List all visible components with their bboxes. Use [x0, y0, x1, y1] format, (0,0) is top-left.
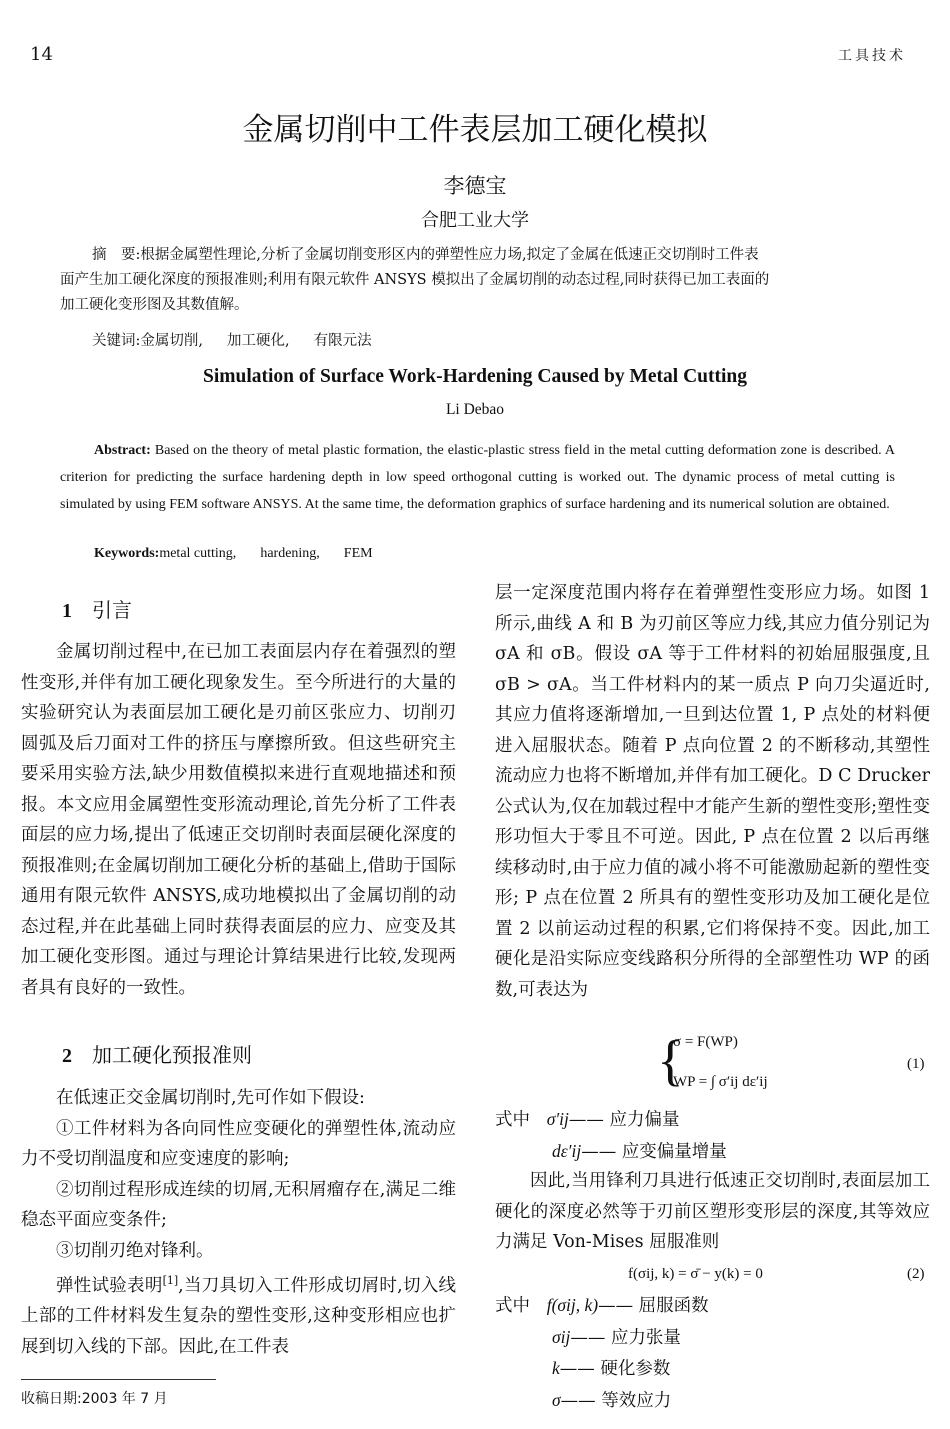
paragraph-stress-field: 层一定深度范围内将存在着弹塑性变形应力场。如图 1 所示,曲线 A 和 B 为刃前区等应力线,其应力值分别记为 σA 和 σB。假设 σA 等于工件材料的初始屈服强度,且 σB > σA。当工件材料内的某一质点 P 向刀尖逼近时,其应力值将逐渐增加,一旦到达位置 1, P 点处的材料便进入屈服状态。随着 P 点向位置 2 的不断移动,其塑性流动应力也将不断增加,并伴有加工硬化。D C Drucker 公式认为,仅在加载过程中才能产生新的塑性变形;塑性变形功恒大于零且不可逆。因此, P 点在位置 2 以后再继续移动时,由于应力值的减小将不可能激励起新的塑性变形; P 点在位置 2 所具有的塑性变形功及加工硬化是位置 2 以前运动过程的积累,它们将保持不变。因此,加工硬化是沿实际应变线路积分所得的全部塑性功 WP 的函数,可表达为 [495, 583, 930, 1000]
chinese-abstract-line: 面产生加工硬化深度的预报准则;利用有限元软件 ANSYS 模拟出了金属切削的动态过程,同时获得已加工表面的 [60, 272, 770, 288]
chinese-abstract [60, 243, 895, 318]
section-2-body [21, 1083, 456, 1362]
equation-2: f(σij, k) = σ̄ − y(k) = 0 [628, 1266, 763, 1282]
english-abstract [60, 437, 895, 518]
section-heading-1: 1 引言 [62, 598, 132, 622]
where-label: 式中 [495, 1110, 530, 1130]
symbol-description: —— 应变偏量增量 [581, 1141, 727, 1162]
paragraph-von-mises: 因此,当用锋利刀具进行低速正交切削时,表面层加工硬化的深度必然等于刃前区塑形变形层的深度,其等效应力满足 Von-Mises 屈服准则 [495, 1171, 930, 1252]
equation-2-number: (2) [907, 1266, 925, 1282]
equation-1-line-2: WP = ∫ σ′ij dε′ij [673, 1074, 768, 1090]
chinese-author: 李德宝 [443, 174, 507, 198]
english-title: Simulation of Surface Work-Hardening Caused by Metal Cutting [202, 366, 748, 387]
where-list-1 [495, 1104, 930, 1167]
page-number: 14 [30, 44, 53, 65]
symbol-description: —— 等效应力 [560, 1390, 672, 1411]
symbol: σ′ij [546, 1109, 569, 1129]
footnote-divider [21, 1379, 216, 1380]
symbol-description: —— 屈服函数 [598, 1296, 709, 1316]
symbol-description: —— 应力张量 [570, 1327, 681, 1348]
assumption-item: ③切削刃绝对锋利。 [56, 1240, 214, 1261]
keyword: hardening, [260, 546, 320, 561]
symbol-description: —— 硬化参数 [559, 1359, 671, 1379]
abstract-label: Abstract: [94, 443, 151, 458]
citation-ref: [1] [162, 1274, 179, 1287]
assumption-item: ①工件材料为各向同性应变硬化的弹塑性体,流动应力不受切削温度和应变速度的影响; [21, 1118, 456, 1169]
keyword: FEM [343, 546, 373, 561]
journal-name: 工具技术 [838, 48, 906, 64]
symbol: dε′ij [552, 1140, 582, 1161]
english-abstract-text: Based on the theory of metal plastic formation, the elastic-plastic stress field in the metal cutting deformation zone is described. A criterion for predicting the surface hardening depth in low speed orthogonal cutting is worked out. The dynamic process of metal cutting is simulated by using FEM software ANSYS. At the same time, the deformation graphics of surface hardening and its numerical solution are obtained. [60, 443, 896, 512]
where-label: 式中 [495, 1296, 530, 1316]
equation-1-line-1: σ = F(WP) [673, 1034, 738, 1050]
chinese-abstract-line: 加工硬化变形图及其数值解。 [60, 297, 249, 313]
symbol-description: —— 应力偏量 [568, 1110, 680, 1130]
equation-brace: { [657, 1030, 684, 1092]
symbol: f(σij, k) [546, 1295, 599, 1315]
assumption-item: ②切削过程形成连续的切屑,无积屑瘤存在,满足二维稳态平面应变条件; [21, 1179, 456, 1230]
symbol: σij [552, 1326, 571, 1347]
received-date: 收稿日期:2003 年 7 月 [21, 1391, 168, 1407]
chinese-title: 金属切削中工件表层加工硬化模拟 [242, 112, 708, 148]
where-list-2 [495, 1290, 930, 1416]
english-keywords [94, 546, 373, 562]
symbol: σ [552, 1389, 561, 1410]
chinese-abstract-line: 摘 要:根据金属塑性理论,分析了金属切削变形区内的弹塑性应力场,拟定了金属在低速正交切削时工件表 [92, 247, 759, 263]
keyword: 金属切削, [140, 333, 203, 349]
paragraph-intro: 金属切削过程中,在已加工表面层内存在着强烈的塑性变形,并伴有加工硬化现象发生。至今所进行的大量的实验研究认为表面层加工硬化是刃前区张应力、切削刃圆弧及后刀面对工件的挤压与摩擦所致。但这些研究主要采用实验方法,缺少用数值模拟来进行直观地描述和预报。本文应用金属塑性变形流动理论,首先分析了工件表面层的应力场,提出了低速正交切削时表面层硬化深度的预报准则;在金属切削加工硬化分析的基础上,借助于国际通用有限元软件 ANSYS,成功地模拟出了金属切削的动态过程,并在此基础上同时获得表面层的应力、应变及其加工硬化变形图。通过与理论计算结果进行比较,发现两者具有良好的一致性。 [21, 642, 456, 998]
keyword: 加工硬化, [227, 333, 290, 349]
keyword: 有限元法 [313, 333, 372, 349]
keywords-label: Keywords: [94, 546, 160, 561]
assumption-intro: 在低速正交金属切削时,先可作如下假设: [56, 1088, 365, 1108]
keywords-label: 关键词: [92, 333, 141, 349]
paragraph-elastic-test: 弹性试验表明[1],当刀具切入工件形成切屑时,切入线上部的工件材料发生复杂的塑性变形,这种变形相应也扩展到切入线的下部。因此,在工件表 [21, 1274, 457, 1357]
equation-1-number: (1) [907, 1056, 925, 1072]
chinese-affiliation: 合肥工业大学 [421, 210, 529, 231]
keyword: metal cutting, [159, 546, 237, 561]
chinese-keywords [92, 329, 372, 350]
section-heading-2: 2 加工硬化预报准则 [62, 1043, 252, 1067]
english-author: Li Debao [445, 401, 505, 418]
symbol: k [552, 1358, 560, 1378]
